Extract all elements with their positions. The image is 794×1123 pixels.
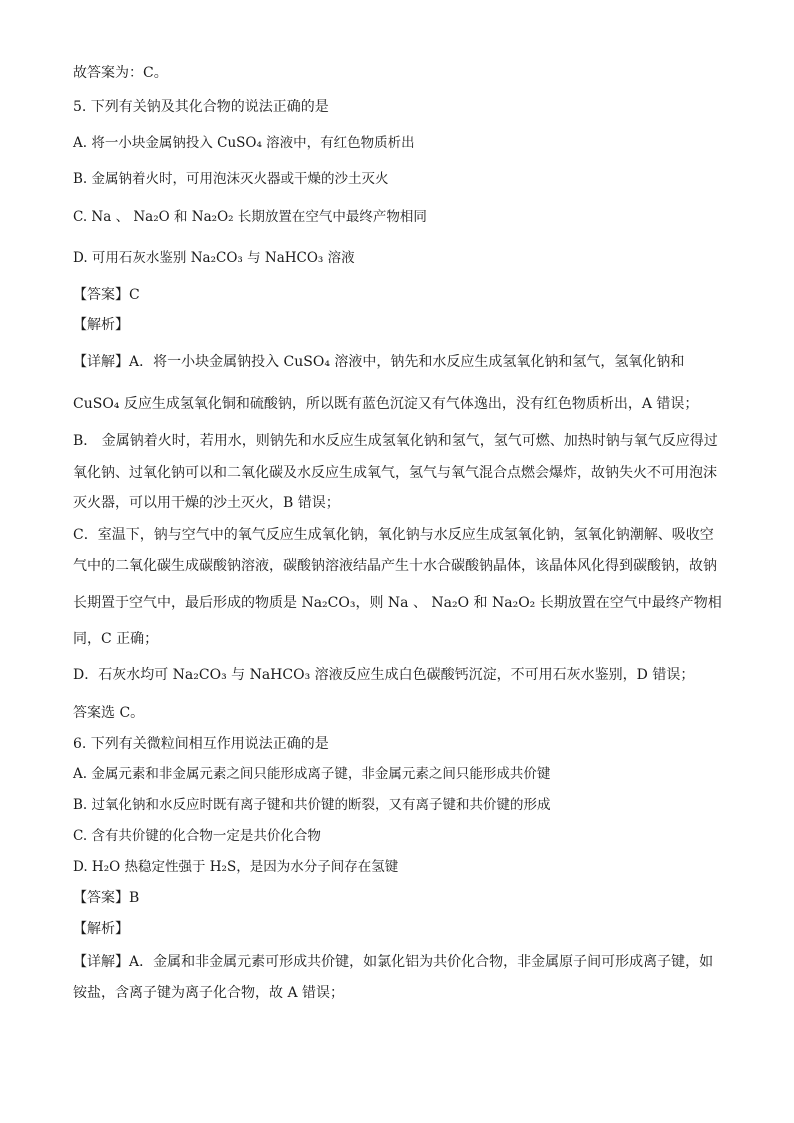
- explanation-line: 气中的二氧化碳生成碳酸钠溶液，碳酸钠溶液结晶产生十水合碳酸钠晶体，该晶体风化得到碳酸钠，故钠: [73, 558, 717, 574]
- question-6-stem: 6. 下列有关微粒间相互作用说法正确的是: [73, 736, 329, 752]
- question-6-option-a: A. 金属元素和非金属元素之间只能形成离子键，非金属元素之间只能形成共价键: [73, 766, 551, 782]
- question-6-option-d: D. H₂O 热稳定性强于 H₂S，是因为水分子间存在氢键: [73, 859, 399, 875]
- question-6-option-b: B. 过氧化钠和水反应时既有离子键和共价键的断裂，又有离子键和共价键的形成: [73, 797, 551, 813]
- analysis-label: 【解析】: [73, 317, 129, 333]
- question-5-option-d: D. 可用石灰水鉴别 Na₂CO₃ 与 NaHCO₃ 溶液: [73, 250, 355, 266]
- explanation-line: 灭火器，可以用干燥的沙土灭火，B 错误；: [73, 495, 340, 511]
- answer-label: 【答案】C: [73, 287, 140, 303]
- explanation-line: D．石灰水均可 Na₂CO₃ 与 NaHCO₃ 溶液反应生成白色碳酸钙沉淀，不可用石灰水鉴别，D 错误；: [73, 667, 695, 683]
- explanation-line: B． 金属钠着火时，若用水，则钠先和水反应生成氢氧化钠和氢气，氢气可燃、加热时钠与氧气反应得过: [73, 433, 718, 449]
- explanation-line: 铵盐，含离子键为离子化合物，故 A 错误；: [73, 985, 345, 1001]
- explanation-line: 【详解】A．金属和非金属元素可形成共价键，如氯化铝为共价化合物，非金属原子间可形成离子键，如: [73, 954, 714, 970]
- explanation-line: 长期置于空气中，最后形成的物质是 Na₂CO₃，则 Na 、 Na₂O 和 Na₂O₂ 长期放置在空气中最终产物相: [73, 595, 722, 611]
- question-5-option-b: B. 金属钠着火时，可用泡沫灭火器或干燥的沙土灭火: [73, 171, 389, 187]
- explanation-line: 氧化钠、过氧化钠可以和二氧化碳及水反应生成氧气，氢气与氧气混合点燃会爆炸，故钠失火不可用泡沫: [73, 465, 717, 481]
- question-5-option-a: A. 将一小块金属钠投入 CuSO₄ 溶液中，有红色物质析出: [73, 135, 415, 151]
- analysis-label: 【解析】: [73, 921, 129, 937]
- answer-line: 故答案为：C。: [73, 65, 168, 81]
- answer-choice-line: 答案选 C。: [73, 705, 145, 721]
- question-5-stem: 5. 下列有关钠及其化合物的说法正确的是: [73, 99, 329, 115]
- explanation-line: 同，C 正确；: [73, 631, 159, 647]
- question-5-option-c: C. Na 、 Na₂O 和 Na₂O₂ 长期放置在空气中最终产物相同: [73, 209, 427, 225]
- answer-label: 【答案】B: [73, 890, 140, 906]
- question-6-option-c: C. 含有共价键的化合物一定是共价化合物: [73, 828, 321, 844]
- explanation-line: 【详解】A．将一小块金属钠投入 CuSO₄ 溶液中，钠先和水反应生成氢氧化钠和氢气，氢氧化钠和: [73, 354, 685, 370]
- explanation-line: C．室温下，钠与空气中的氧气反应生成氧化钠，氧化钠与水反应生成氢氧化钠，氢氧化钠潮解、吸收空: [73, 527, 714, 543]
- explanation-line: CuSO₄ 反应生成氢氧化铜和硫酸钠，所以既有蓝色沉淀又有气体逸出，没有红色物质析出，A 错误；: [73, 396, 699, 412]
